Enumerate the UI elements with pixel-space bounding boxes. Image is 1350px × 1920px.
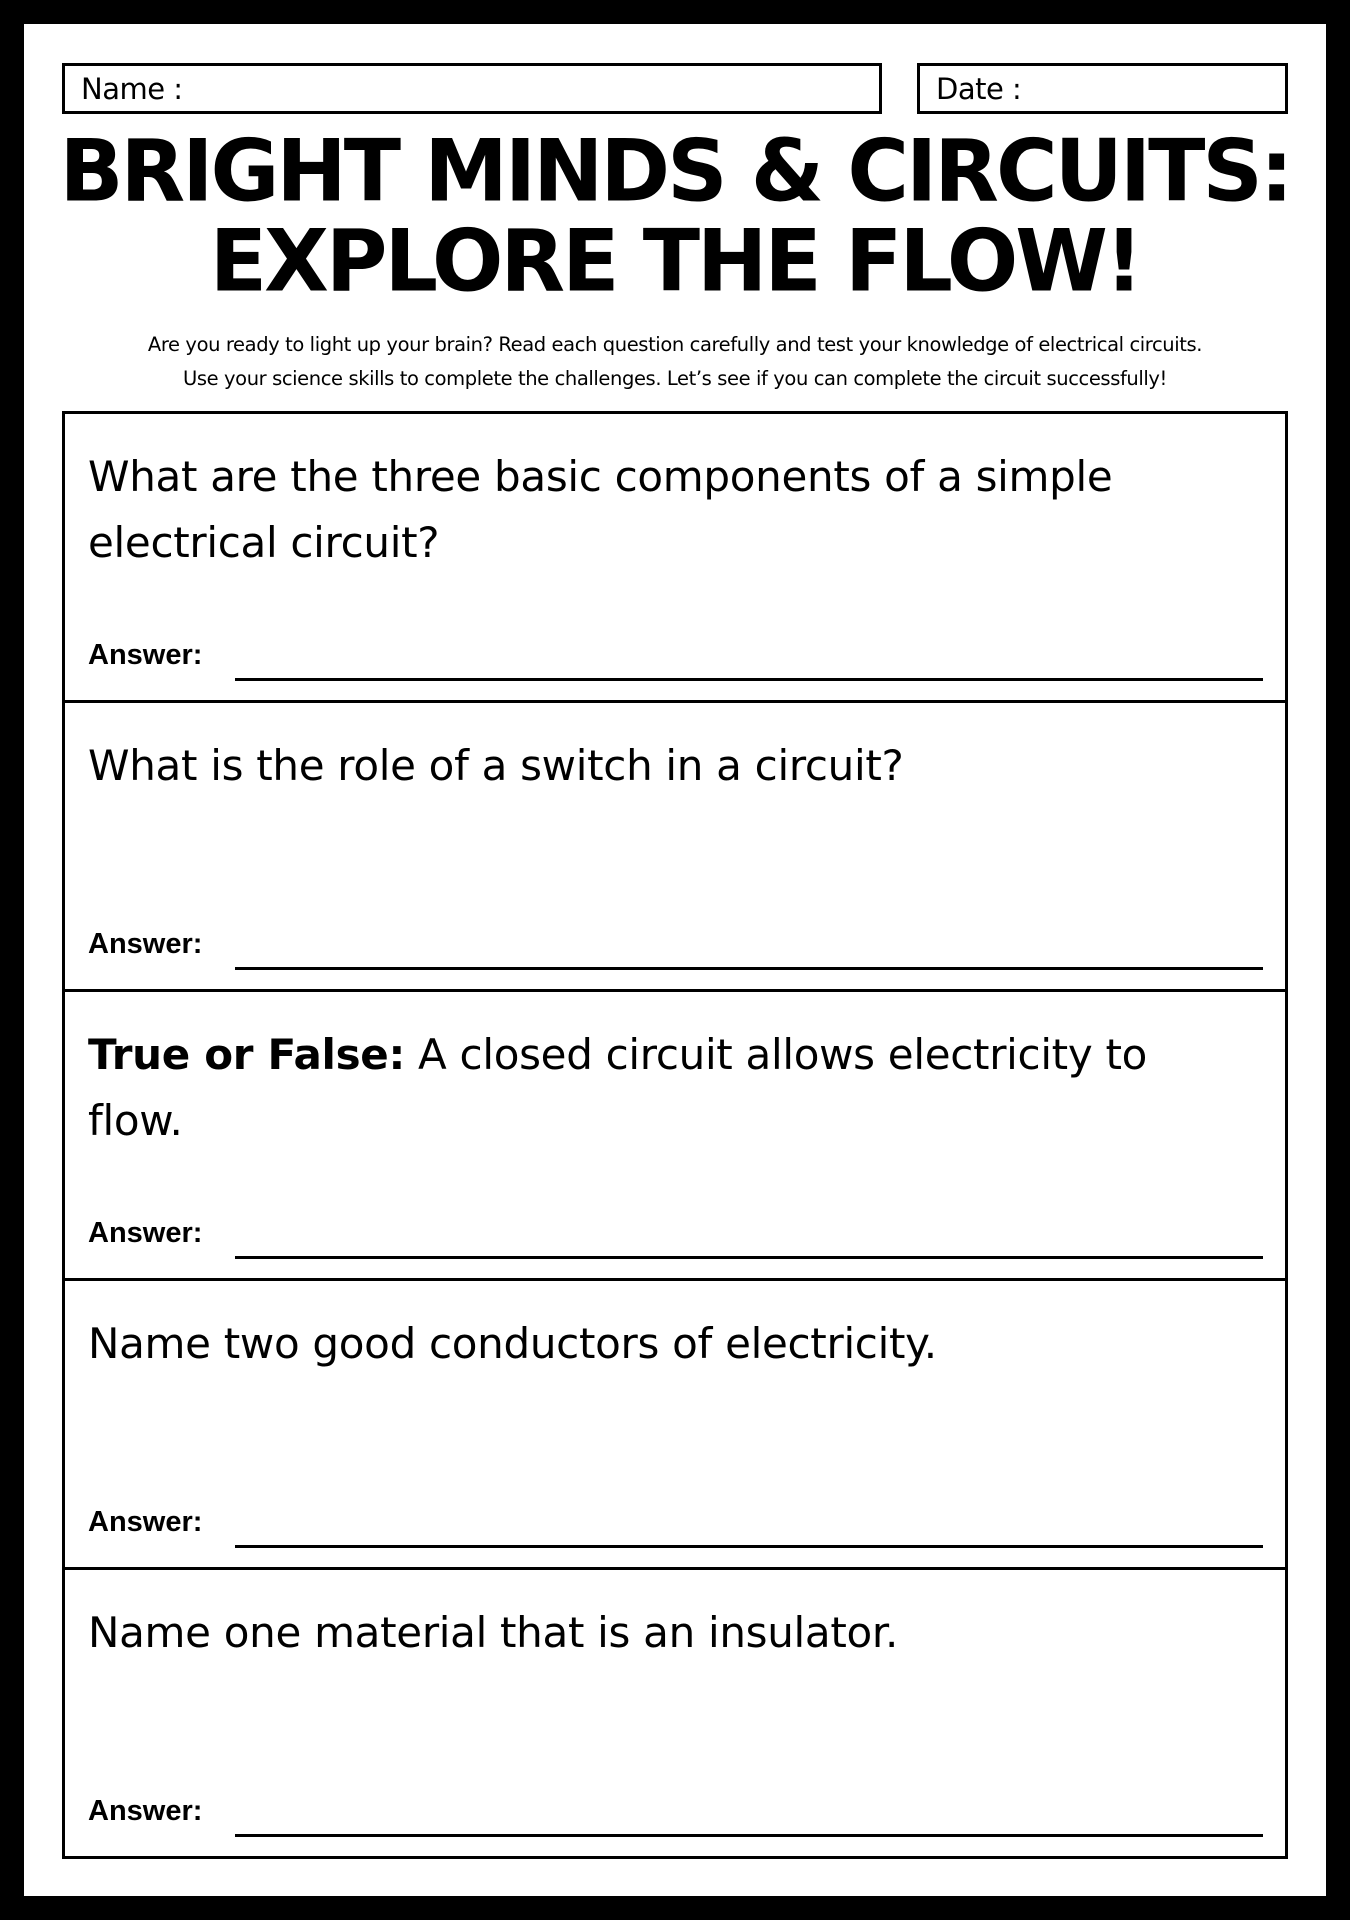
date-label: Date : (936, 71, 1022, 106)
name-field[interactable] (62, 63, 882, 114)
date-field[interactable] (917, 63, 1288, 114)
answer-label: Answer: (88, 1217, 203, 1249)
worksheet-page (24, 24, 1326, 1896)
title-line-2: EXPLORE THE FLOW! (209, 210, 1141, 311)
answer-line[interactable] (235, 1834, 1263, 1837)
question-text (88, 1022, 1248, 1154)
answer-line[interactable] (235, 1256, 1263, 1259)
questions-box (62, 411, 1288, 1859)
answer-line[interactable] (235, 678, 1263, 681)
question-text (88, 444, 1248, 576)
question-body: What are the three basic components of a simple electrical circuit? (88, 452, 1113, 567)
question-body: Name two good conductors of electricity. (88, 1319, 937, 1368)
answer-line[interactable] (235, 1545, 1263, 1548)
answer-label: Answer: (88, 639, 203, 671)
question-body: A closed circuit allows electricity to flow. (88, 1030, 1148, 1145)
question-block-3 (65, 992, 1285, 1281)
intro-text (24, 328, 1326, 396)
title-line-1: BRIGHT MINDS & CIRCUITS: (59, 121, 1291, 222)
name-label: Name : (81, 71, 183, 106)
answer-line[interactable] (235, 967, 1263, 970)
answer-label: Answer: (88, 1506, 203, 1538)
question-prefix: True or False: (88, 1030, 405, 1079)
question-block-5 (65, 1570, 1285, 1856)
intro-line-1: Are you ready to light up your brain? Read each question carefully and test your knowledge of electrical circuits. (147, 333, 1203, 356)
answer-label: Answer: (88, 928, 203, 960)
question-block-2 (65, 703, 1285, 992)
question-body: Name one material that is an insulator. (88, 1608, 899, 1657)
question-block-1 (65, 414, 1285, 703)
question-text (88, 1311, 1248, 1377)
question-text (88, 1600, 1248, 1666)
worksheet-title (24, 121, 1326, 311)
intro-line-2: Use your science skills to complete the challenges. Let’s see if you can complete the circuit successfully! (183, 367, 1167, 390)
question-body: What is the role of a switch in a circuit? (88, 741, 904, 790)
answer-label: Answer: (88, 1795, 203, 1827)
question-text (88, 733, 1248, 799)
question-block-4 (65, 1281, 1285, 1570)
